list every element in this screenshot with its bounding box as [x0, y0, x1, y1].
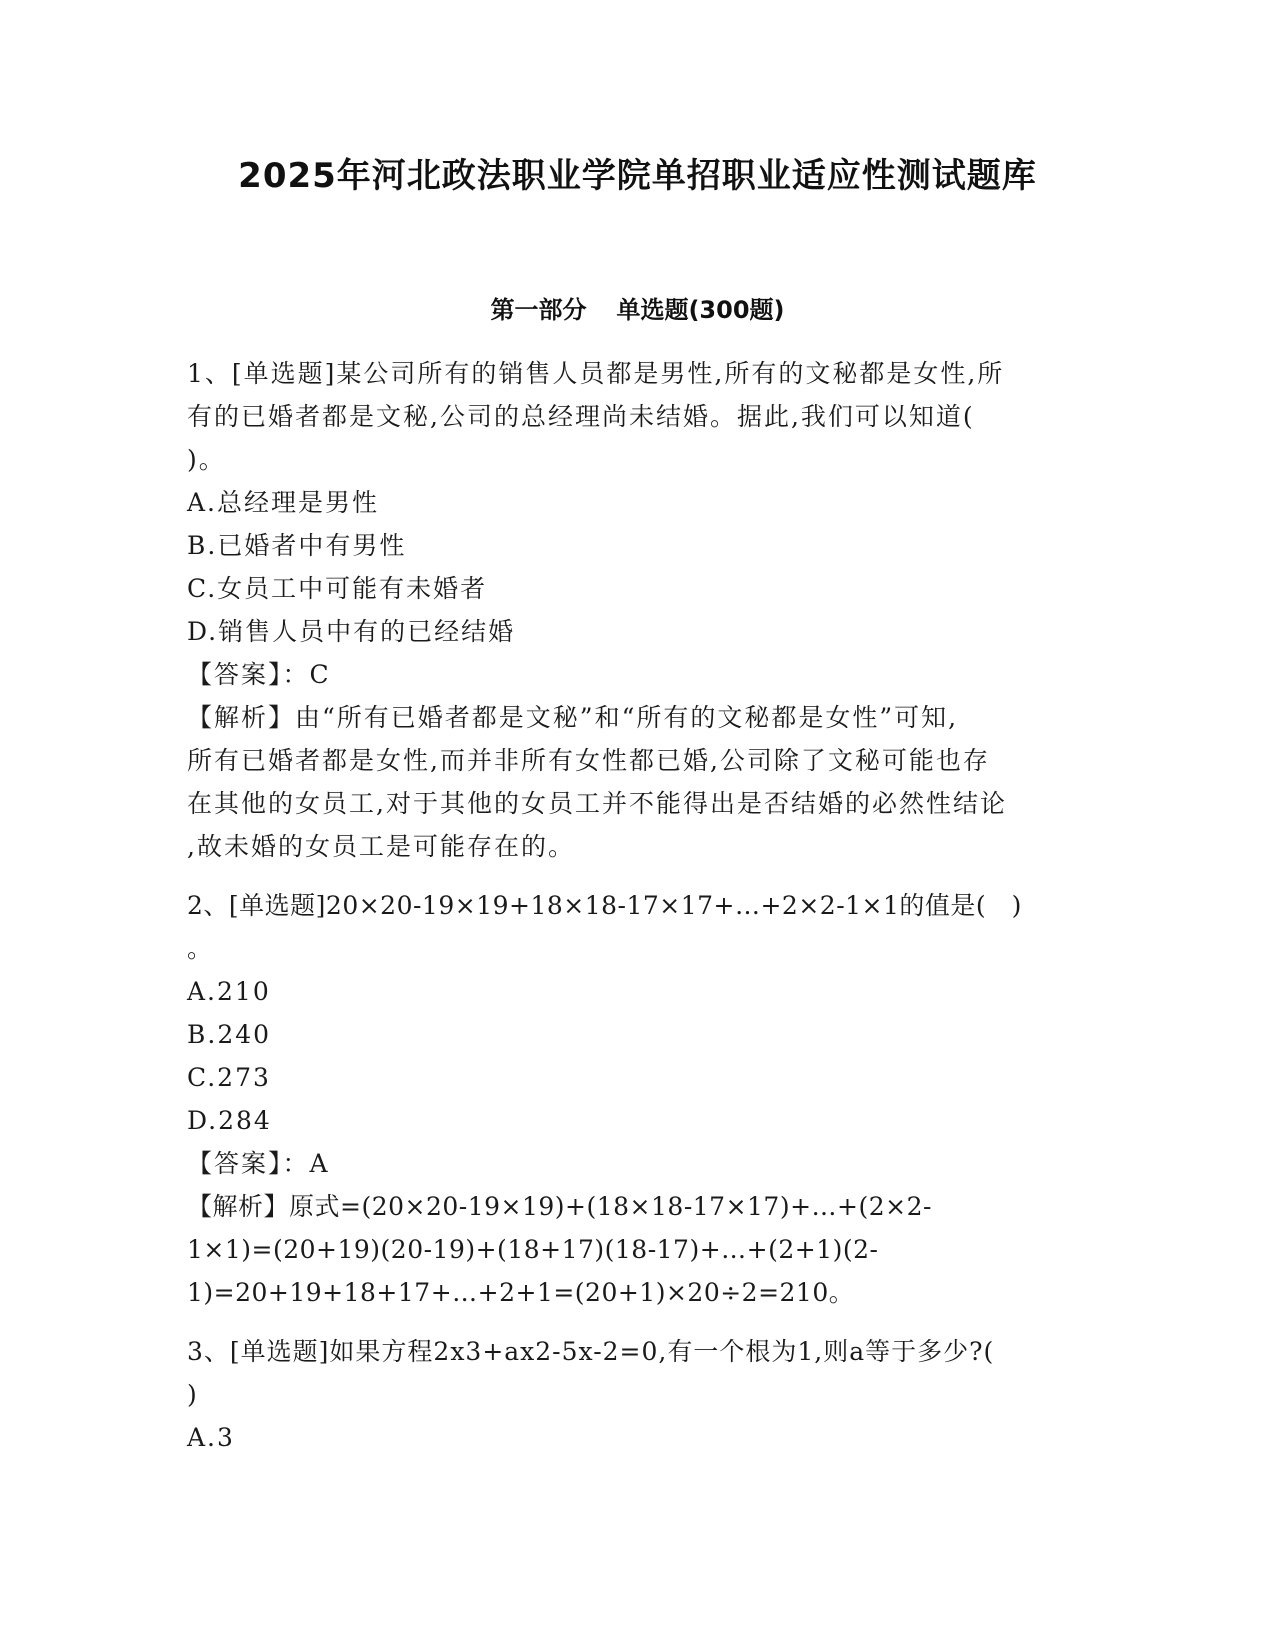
analysis-line: 在其他的女员工,对于其他的女员工并不能得出是否结婚的必然性结论	[187, 789, 1007, 818]
section-part: 第一部分	[490, 296, 587, 324]
answer: 【答案】：A	[187, 1149, 330, 1178]
question-stem-line: 1、[单选题]某公司所有的销售人员都是男性,所有的文秘都是女性,所	[187, 359, 1005, 388]
analysis-line: 【解析】由“所有已婚者都是文秘”和“所有的文秘都是女性”可知,	[187, 703, 959, 732]
analysis-line: 1×1)=(20+19)(20-19)+(18+17)(18-17)+…+(2+1)(2-	[187, 1235, 879, 1264]
question-stem-line: 2、[单选题]20×20-19×19+18×18-17×17+…+2×2-1×1的值是( )	[187, 891, 1022, 920]
analysis-line: 【解析】原式=(20×20-19×19)+(18×18-17×17)+…+(2×2-	[187, 1192, 932, 1221]
option-d: D.销售人员中有的已经结婚	[187, 617, 516, 646]
question-stem-line: 3、[单选题]如果方程2x3+ax2-5x-2=0,有一个根为1,则a等于多少?(	[187, 1337, 995, 1366]
question-2	[187, 884, 1087, 1314]
option-b: B.已婚者中有男性	[187, 531, 407, 560]
option-a: A.3	[187, 1423, 235, 1452]
analysis-line: 所有已婚者都是女性,而并非所有女性都已婚,公司除了文秘可能也存	[187, 746, 990, 775]
analysis-line: ,故未婚的女员工是可能存在的。	[187, 832, 575, 861]
question-stem-line: 有的已婚者都是文秘,公司的总经理尚未结婚。据此,我们可以知道(	[187, 402, 975, 431]
section-name: 单选题(300题)	[616, 296, 785, 324]
option-c: C.女员工中可能有未婚者	[187, 574, 488, 603]
section-heading	[0, 290, 1275, 325]
option-b: B.240	[187, 1020, 272, 1049]
question-stem-line: 。	[187, 934, 215, 963]
question-stem-line: )。	[187, 445, 226, 474]
question-3	[187, 1330, 1087, 1459]
analysis-line: 1)=20+19+18+17+…+2+1=(20+1)×20÷2=210。	[187, 1278, 855, 1307]
option-d: D.284	[187, 1106, 272, 1135]
answer: 【答案】：C	[187, 660, 331, 689]
question-1	[187, 352, 1087, 868]
question-stem-line: )	[187, 1380, 199, 1409]
option-a: A.总经理是男性	[187, 488, 380, 517]
option-c: C.273	[187, 1063, 271, 1092]
question-list	[187, 352, 1087, 1459]
option-a: A.210	[187, 977, 271, 1006]
document-title: 2025年河北政法职业学院单招职业适应性测试题库	[238, 156, 1037, 196]
